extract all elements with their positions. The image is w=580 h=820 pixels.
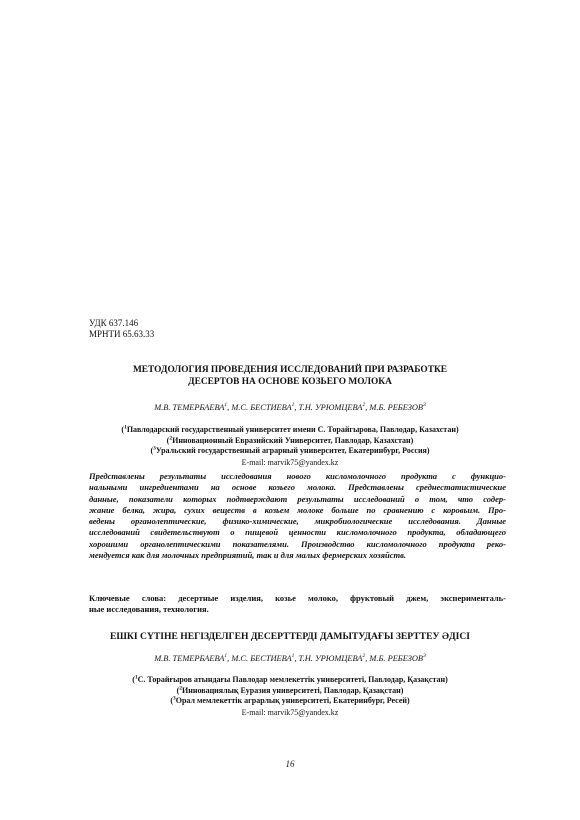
authors-ru: М.В. ТЕМЕРБАЕВА$^1$, М.С. БЕСТИЕВА$^1$, Т.Н. УРЮМЦЕВА$^2$, М.Б. РЕБЕЗОВ$^3$ [154, 402, 426, 412]
abstract-line: нальными ингредиентами на основе козьего молока. Представлены среднестатистические [89, 482, 506, 493]
affiliations-kz [80, 675, 500, 707]
email-ru: E-mail: marvik75@yandex.kz [241, 458, 339, 467]
abstract-line: данные, показатели которых подтверждают результаты исследований о том, что содер- [89, 493, 506, 504]
classification-codes [89, 318, 154, 340]
email-kz: E-mail: marvik75@yandex.kz [241, 708, 339, 717]
author: М.В. ТЕМЕРБАЕВА$^1$ [154, 402, 228, 412]
abstract-ru [89, 471, 506, 561]
page-number: 16 [285, 759, 295, 769]
affiliation: ($^1$Павлодарский государственный университет имени С. Торайгырова, Павлодар, Казахстан) [121, 424, 459, 434]
affiliation: ($^3$Орал мемлекеттік аграрлық университеті, Екатеринбург, Ресей) [170, 695, 410, 705]
abstract-line: хорошими органолептическими показателями. Производство кисломолочного продукта реко- [89, 538, 506, 549]
affiliations-ru [80, 425, 500, 457]
keywords-ru [89, 593, 506, 615]
abstract-line: Представлены результаты исследования нового кисломолочного продукта с функцио- [89, 471, 506, 481]
article-title-kz: ЕШКІ СҮТІНЕ НЕГІЗДЕЛГЕН ДЕСЕРТТЕРДІ ДАМЫТУДАҒЫ ЗЕРТТЕУ ӘДІСІ [110, 631, 470, 642]
udc-code: УДК 637.146 [89, 318, 139, 328]
abstract-line: исследований свидетельствуют о пищевой ценности кисломолочного продукта, обладающего [89, 527, 506, 538]
affiliation: ($^2$Инновационный Евразийский Университет, Павлодар, Казахстан) [166, 434, 414, 445]
title-line: ДЕСЕРТОВ НА ОСНОВЕ КОЗЬЕГО МОЛОКА [188, 377, 392, 387]
article-title-ru [80, 364, 500, 388]
authors-kz: М.В. ТЕМЕРБАЕВА$^1$, М.С. БЕСТИЕВА$^1$, Т.Н. УРЮМЦЕВА$^2$, М.Б. РЕБЕЗОВ$^3$ [154, 653, 426, 663]
author: М.Б. РЕБЕЗОВ$^3$ [369, 402, 426, 412]
author: М.Б. РЕБЕЗОВ$^3$ [369, 653, 426, 663]
title-line: МЕТОДОЛОГИЯ ПРОВЕДЕНИЯ ИССЛЕДОВАНИЙ ПРИ РАЗРАБОТКЕ [132, 365, 448, 375]
author: М.С. БЕСТИЕВА$^1$ [231, 653, 295, 663]
keywords-line: ные исследования, технология. [89, 604, 209, 614]
author: М.В. ТЕМЕРБАЕВА$^1$ [154, 653, 228, 663]
affiliation: ($^1$С. Торайғыров атындағы Павлодар мемлекеттік университеті, Павлодар, Қазақстан) [132, 674, 448, 684]
author: Т.Н. УРЮМЦЕВА$^2$ [298, 653, 366, 663]
keywords-line: Ключевые слова: десертные изделия, козье молоко, фруктовый джем, эксперименталь- [89, 593, 506, 603]
author: М.С. БЕСТИЕВА$^1$ [231, 402, 295, 412]
affiliation: ($^2$Инновациялық Еуразия университеті, Павлодар, Қазақстан) [176, 684, 404, 695]
abstract-line: ведены органолептические, физико-химические, микробиологические исследования. Данные [89, 516, 506, 527]
author: Т.Н. УРЮМЦЕВА$^2$ [298, 402, 366, 412]
mrnti-code: МРНТИ 65.63.33 [89, 329, 155, 339]
abstract-line: мендуется как для молочных предприятий, так и для малых фермерских хозяйств. [89, 550, 407, 561]
abstract-line: жание белка, жира, сухих веществ в козьем молоке больше по сравнению с коровьим. Про- [89, 504, 506, 515]
affiliation: ($^3$Уральский государственный аграрный университет, Екатеринбург, Россия) [150, 445, 430, 455]
